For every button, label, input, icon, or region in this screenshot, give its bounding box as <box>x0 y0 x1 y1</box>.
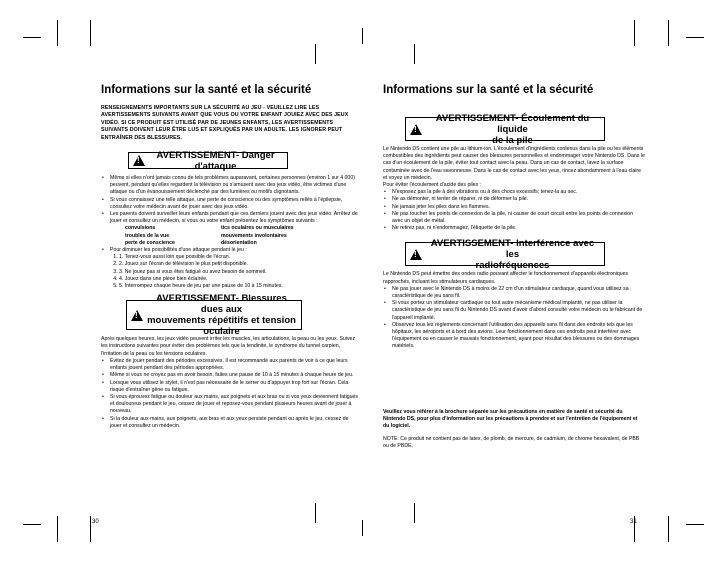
warning-title: AVERTISSEMENT- Blessures dues aux <box>156 293 287 316</box>
crop-mark <box>23 524 41 525</box>
list-item: • Pour diminuer les possibilités d'une attaque pendant le jeu : <box>101 247 361 254</box>
list-item: 2. 2. Jouez sur l'écran de télévision le plus petit disponible. <box>119 261 361 268</box>
crop-mark <box>634 20 635 46</box>
list-item: • Même si elles n'ont jamais connu de tels problèmes auparavant, certaines personnes (environ 1 sur 4 000) peuvent, pendant qu'elles regardent la télévision ou s'amusent avec des jeux vidéo, être victimes d'une attaque ou d'un évanouissement déclenché par des lumières ou motifs clignotants. <box>101 175 361 197</box>
booklet-note: Veuillez vous référer à la brochure séparée sur les précautions en matière de santé et sécurité du Nintendo DS, pour plus d'information sur les précautions à prendre et sur l'entretien de l'équipement et du logiciel. <box>383 408 638 430</box>
list-item: • N'exposez pas la pile à des vibrations ou à des chocs excessifs; tenez-la au sec. <box>383 189 645 196</box>
rsi-list <box>101 358 361 430</box>
symptom: mouvements involontaires <box>221 232 287 239</box>
warning-title: radiofréquences <box>475 259 550 271</box>
list-item: 1. 1. Tenez-vous aussi loin que possible de l'écran. <box>119 254 361 261</box>
left-page <box>101 84 361 430</box>
list-item: 5. 5. Interrompez chaque heure de jeu par une pause de 10 à 15 minutes. <box>119 283 361 290</box>
warning-rsi-box <box>126 293 302 338</box>
symptom: désorientation <box>221 239 257 246</box>
list-item: • Ne pas toucher les points de connexion de la pile, ni causer de court circuit entre les points de connexion avec un objet de métal. <box>383 211 645 225</box>
symptom: convulsions <box>125 225 156 232</box>
crop-mark <box>362 28 363 44</box>
crop-mark <box>414 503 415 523</box>
crop-mark <box>686 524 704 525</box>
list-item: 4. 4. Jouez dans une pièce bien éclairée. <box>119 276 361 283</box>
warning-icon <box>133 155 145 166</box>
page-number: 31 <box>630 519 637 525</box>
warning-battery-box <box>405 112 605 146</box>
list-item: • Même si vous ne croyez pas en avoir besoin, faites une pause de 10 à 15 minutes à chaque heure de jeu. <box>101 372 361 379</box>
crop-mark <box>315 44 316 64</box>
list-item: • Les parents doivent surveiller leurs enfants pendant que ces derniers jouent avec des jeux vidéo. Arrêtez de jouer et consultez un médecin, si vous ou votre enfant présentez les symptômes suivants : <box>101 211 361 225</box>
warning-title: AVERTISSEMENT- Écoulement du liquide <box>435 112 590 135</box>
list-item: • Ne jamais jeter les piles dans les flammes. <box>383 204 645 211</box>
warning-title: AVERTISSEMENT- Interférence avec les <box>430 237 595 260</box>
warning-icon <box>131 310 143 321</box>
materials-note: NOTE: Ce produit ne contient pas de latex, de plomb, de mercure, de cadmium, de chrome hexavalent, de PBB ou de PBDE. <box>383 436 640 450</box>
battery-paragraph: Le Nintendo DS contient une pile au lithium-ion. L'écoulement d'ingrédients contenus dans la pile ou les éléments combustibles des ingrédients peut causer des blessures personnelles et endommager votre Nintendo DS. Dans le cas d'un écoulement de la pile, éviter tout contact avec la peau. Dans un cas de contact, lavez la surface contaminée avec de l'eau savonneuse. Dans le cas de contact avec les yeux, rincez abondamment à l'eau claire et voyez un médecin. <box>383 146 645 181</box>
list-item: • Ne as démonter, ni tenter de réparer, ni de déformer la pile. <box>383 196 645 203</box>
crop-mark <box>668 20 669 46</box>
crop-mark <box>686 37 704 38</box>
rsi-paragraph: Après quelques heures, les jeux vidéo peuvent irriter les muscles, les articulations, la peau ou les yeux. Suivez les instructions suivantes pour éviter des problèmes tels que la tendinite, le syndrome du tunnel carpien, l'irritation de la peau ou les tensions oculaires. <box>101 336 356 357</box>
symptoms-table <box>101 225 361 247</box>
crop-mark <box>414 44 415 64</box>
crop-mark <box>90 516 91 542</box>
page-title: Informations sur la santé et la sécurité <box>383 84 594 96</box>
page-title: Informations sur la santé et la sécurité <box>101 84 312 96</box>
reduce-list <box>101 247 361 254</box>
safety-intro: RENSEIGNEMENTS IMPORTANTS SUR LA SÉCURITÉ AU JEU - VEUILLEZ LIRE LES AVERTISSEMENTS SUIVANTS AVANT QUE VOUS OU VOTRE ENFANT JOUIEZ AVEC DES JEUX VIDÉO. SI CE PRODUIT EST UTILISÉ PAR DE JEUNES ENFANTS, LES AVERTISSEMENTS SUIVANTS DOIVENT LEUR ÊTRE LUS ET EXPLIQUÉS PAR UN ADULTE. LES IGNORER PEUT ENTRAÎNER DES BLESSURES. <box>101 105 349 141</box>
crop-mark <box>57 516 58 542</box>
crop-mark <box>90 20 91 46</box>
warning-seizure-box <box>128 149 288 172</box>
symptom: troubles de la vue <box>125 232 170 239</box>
list-item: • Observez tous les règlements concernant l'utilisation des appareils sans fil dans des endroits tels que les hôpitaux, les aéroports et à bord des avions. Leur fonctionnement dans ces endroits peut interférer avec l'équipement ou en causer le mauvais fonctionnement, ayant pour résultat des blessures ou des dommages matériels. <box>383 322 645 351</box>
list-item: • Si la douleur aux mains, aux poignets, aux bras et aux yeux persiste pendant ou après le jeu, cessez de jouer et consultez un médecin. <box>101 416 361 430</box>
battery-avoid-intro: Pour éviter l'écoulement d'acide des piles : <box>383 182 482 189</box>
list-item: • Évitez de jouer pendant des périodes excessives. Il est recommandé aux parents de voir à ce que leurs enfants jouent pendant des périodes appropriées. <box>101 358 361 372</box>
page-number: 30 <box>92 519 99 525</box>
right-page <box>383 84 645 451</box>
radio-paragraph: Le Nintendo DS peut émettre des ondes radio pouvant affecter le fonctionnement d'appareils électroniques rapprochés, incluant les stimulateurs cardiaques. <box>383 271 629 285</box>
warning-title: mouvements répétitifs et tension oculaire <box>147 315 296 338</box>
warning-title: de la pile <box>492 134 533 146</box>
list-item: • Si vous portez un stimulateur cardiaque ou tout autre mécanisme médical implanté, ne pas utiliser la caractéristique de jeu sans fil du Nintendo DS avant d'avoir d'abord consulté votre médecin ou le fabricant de l'appareil implanté. <box>383 300 645 322</box>
list-item: 3. 3. Ne jouez pas si vous êtes fatigué ou avez besoin de sommeil. <box>119 269 361 276</box>
crop-mark <box>315 503 316 523</box>
crop-mark <box>362 520 363 536</box>
crop-mark <box>57 20 58 46</box>
warning-radio-box <box>405 237 605 271</box>
radio-list <box>383 286 645 351</box>
seizure-list <box>101 175 361 225</box>
list-item: • Si vous connaissez une telle attaque, une perte de conscience ou des symptômes reliés à l'épilepsie, consultez votre médecin avant de jouer avec des jeux vidéo. <box>101 197 361 211</box>
list-item: • Ne retirez pas, ni n'endommagez, l'étiquette de la pile. <box>383 225 645 232</box>
symptom: tics oculaires ou musculaires <box>221 225 294 232</box>
crop-mark <box>23 37 41 38</box>
list-item: • Ne pas jouer avec le Nintendo DS à moins de 22 cm d'un stimulateur cardiaque, quand vous utilisez sa caractéristique de jeu sans fil. <box>383 286 645 300</box>
battery-list <box>383 189 645 232</box>
warning-title: AVERTISSEMENT- Danger d'attaque <box>156 149 275 172</box>
crop-mark <box>668 516 669 542</box>
steps-list <box>101 254 361 290</box>
list-item: • Lorsque vous utilisez le stylet, il n'est pas nécessaire de le serrer ou d'appuyer trop fort sur l'écran. Cela risque d'entraîner gêne ou fatigue. <box>101 380 361 394</box>
symptom: perte de conscience <box>125 239 175 246</box>
list-item: • Si vous éprouvez fatigue ou douleur aux mains, aux poignets et aux bras ou si vos yeux deviennent fatigués et douloureux pendant le jeu, cessez de jouer et reposez-vous pendant plusieurs heures avant de jouer à nouveau. <box>101 394 361 416</box>
warning-icon <box>410 249 422 260</box>
warning-icon <box>410 124 422 135</box>
